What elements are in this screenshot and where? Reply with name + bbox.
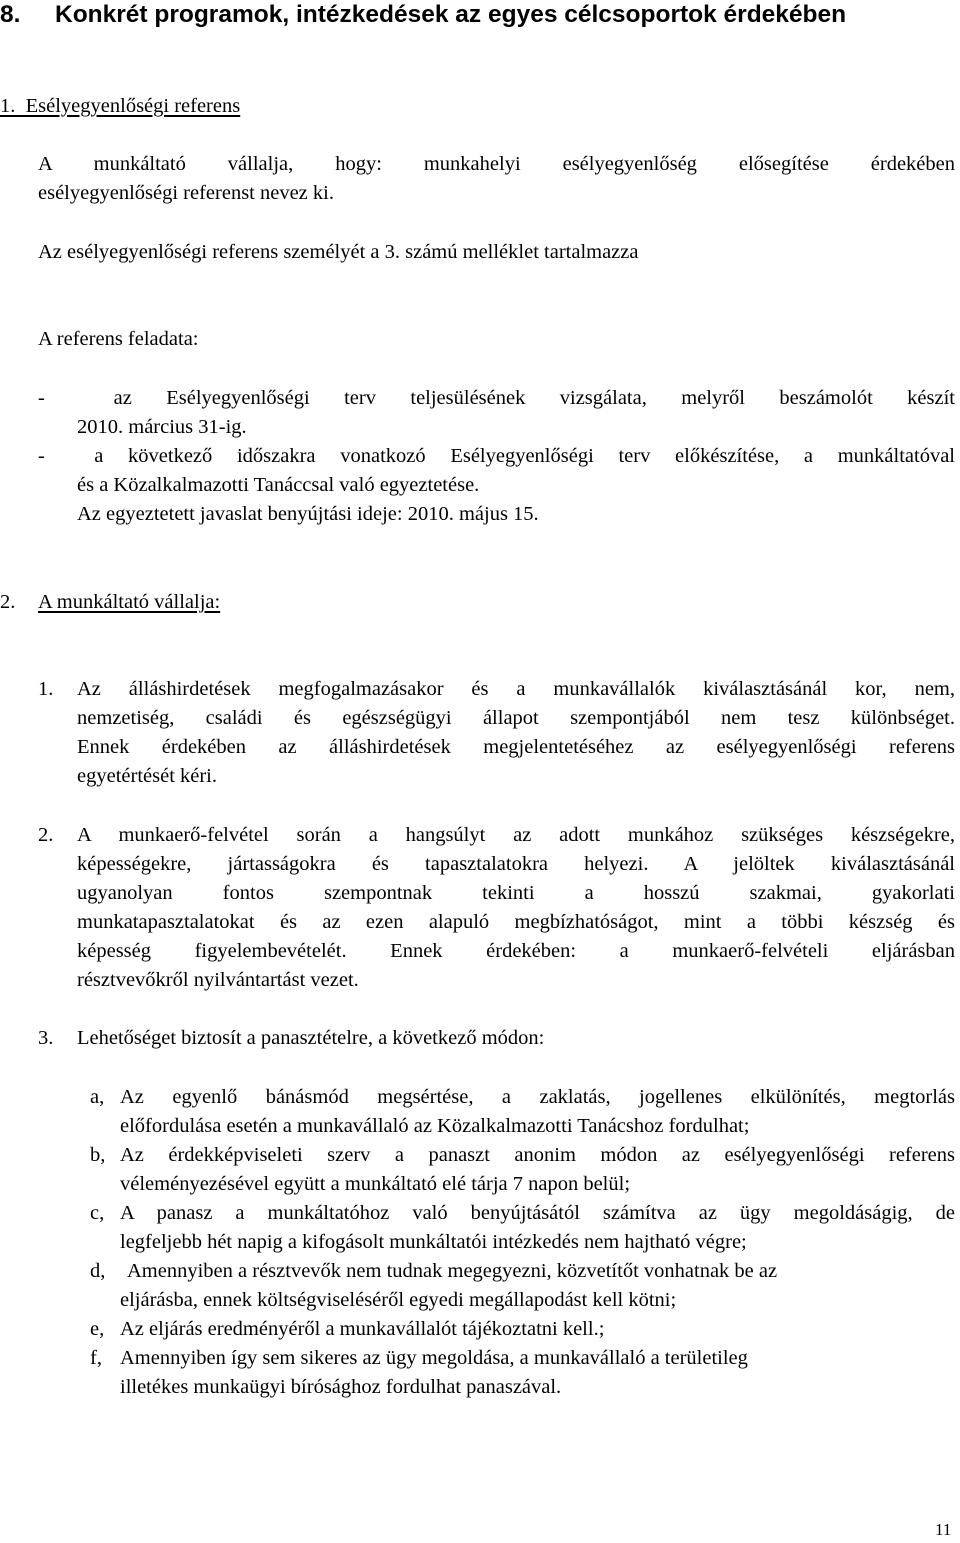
subitem-b-cont: véleményezésével együtt a munkáltató elé tárja 7 napon belül; <box>120 1173 631 1195</box>
chapter-title: Konkrét programok, intézkedések az egyes célcsoportok érdekében <box>55 1 847 28</box>
task-bullet-2-cont: Az egyeztetett javaslat benyújtási ideje: 2010. május 15. <box>77 503 539 525</box>
subitem-d-line: Amennyiben a résztvevők nem tudnak megegyezni, közvetítőt vonhatnak be az <box>127 1260 778 1282</box>
item-2-number: 2. <box>38 824 54 846</box>
item-1-line: Az álláshirdetések megfogalmazásakor és a munkavállalók kiválasztásánál kor, nem, <box>77 678 955 700</box>
section-1-title: 1. Esélyegyenlőségi referens <box>0 95 241 117</box>
referent-tasks-label: A referens feladata: <box>38 328 199 350</box>
item-2-line: ugyanolyan fontos szempontnak tekinti a hosszú szakmai, gyakorlati <box>77 882 955 904</box>
section-1-paragraph-line: A munkáltató vállalja, hogy: munkahelyi esélyegyenlőség elősegítése érdekében <box>38 153 955 175</box>
item-2-line: résztvevőkről nyilvántartást vezet. <box>77 969 359 991</box>
subitem-d-label: d, <box>90 1260 106 1282</box>
item-2-line: képesség figyelembevételét. Ennek érdekében: a munkaerő-felvételi eljárásban <box>77 940 955 962</box>
subitem-c-cont: legfeljebb hét napig a kifogásolt munkáltatói intézkedés nem hajtható végre; <box>120 1231 747 1253</box>
task-bullet-2-cont: és a Közalkalmazotti Tanáccsal való egyeztetése. <box>77 474 480 496</box>
subitem-c-line: A panasz a munkáltatóhoz való benyújtásától számítva az ügy megoldáságig, de <box>120 1202 955 1224</box>
subitem-b-line: Az érdekképviseleti szerv a panaszt anonim módon az esélyegyenlőségi referens <box>120 1144 955 1166</box>
item-3-number: 3. <box>38 1027 54 1049</box>
subitem-a-cont: előfordulása esetén a munkavállaló az Közalkalmazotti Tanácshoz fordulhat; <box>120 1115 750 1137</box>
subitem-d-cont: eljárásba, ennek költségviseléséről egyedi megállapodást kell kötni; <box>120 1289 677 1311</box>
subitem-e-line: Az eljárás eredményéről a munkavállalót tájékoztatni kell.; <box>120 1318 605 1340</box>
section-1-paragraph-line: esélyegyenlőségi referenst nevez ki. <box>38 182 334 204</box>
referent-paragraph: Az esélyegyenlőségi referens személyét a 3. számú melléklet tartalmazza <box>38 241 639 263</box>
subitem-f-line: Amennyiben így sem sikeres az ügy megoldása, a munkavállaló a területileg <box>120 1347 748 1369</box>
chapter-number: 8. <box>0 1 21 28</box>
section-2-title: A munkáltató vállalja: <box>38 591 221 613</box>
item-3-text: Lehetőséget biztosít a panasztételre, a következő módon: <box>77 1027 545 1049</box>
section-2-number: 2. <box>0 591 16 613</box>
task-bullet-1: - az Esélyegyenlőségi terv teljesülésének vizsgálata, melyről beszámolót készít <box>38 387 955 409</box>
item-1-line: Ennek érdekében az álláshirdetések megjelentetéséhez az esélyegyenlőségi referens <box>77 736 955 758</box>
task-bullet-1-cont: 2010. március 31-ig. <box>77 416 247 438</box>
subitem-f-cont: illetékes munkaügyi bírósághoz fordulhat panaszával. <box>120 1376 562 1398</box>
subitem-e-label: e, <box>90 1318 105 1340</box>
task-bullet-2: - a következő időszakra vonatkozó Esélyegyenlőségi terv előkészítése, a munkáltatóval <box>38 445 955 467</box>
item-1-line: nemzetiség, családi és egészségügyi állapot szempontjából nem tesz különbséget. <box>77 707 955 729</box>
page-number: 11 <box>935 1520 952 1539</box>
subitem-c-label: c, <box>90 1202 105 1224</box>
item-2-line: képességekre, jártasságokra és tapasztalatokra helyezi. A jelöltek kiválasztásánál <box>77 853 955 875</box>
item-1-number: 1. <box>38 678 54 700</box>
subitem-f-label: f, <box>90 1347 102 1369</box>
item-2-line: A munkaerő-felvétel során a hangsúlyt az adott munkához szükséges készségekre, <box>77 824 955 846</box>
subitem-a-line: Az egyenlő bánásmód megsértése, a zaklatás, jogellenes elkülönítés, megtorlás <box>120 1086 955 1108</box>
item-1-line: egyetértését kéri. <box>77 765 218 787</box>
subitem-a-label: a, <box>90 1086 105 1108</box>
subitem-b-label: b, <box>90 1144 106 1166</box>
item-2-line: munkatapasztalatokat és az ezen alapuló megbízhatóságot, mint a többi készség és <box>77 911 955 933</box>
